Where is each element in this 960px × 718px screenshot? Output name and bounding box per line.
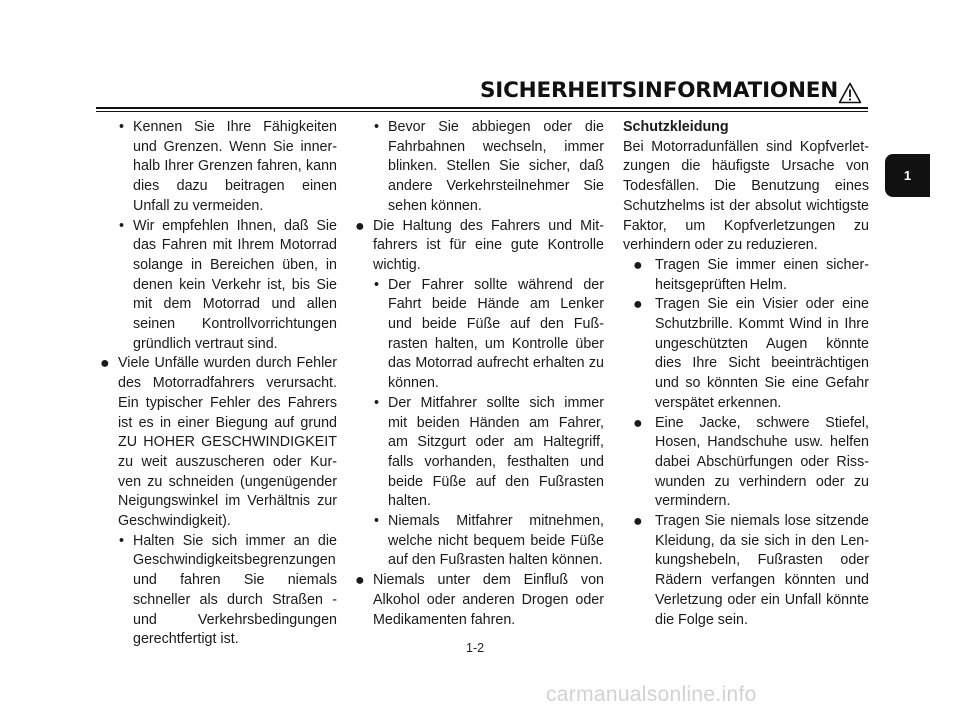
item-text: Die Haltung des Fahrers und Mitfahrers ist für eine gute Kontrolle wichtig. bbox=[373, 217, 604, 273]
bullet-dot: • bbox=[119, 119, 125, 135]
item-text: Der Mitfahrer sollte sich immer mit beiden Händen am Fahrer, am Sitzgurt oder am Haltegriff, falls vorhanden, festhalten und beide Füße auf den Fußrasten halten. bbox=[388, 394, 604, 510]
chapter-tab[interactable] bbox=[885, 154, 930, 197]
bullet-dot: • bbox=[374, 119, 380, 135]
bullet-item bbox=[623, 512, 869, 630]
item-text: Niemals Mitfahrer mitnehmen, welche nicht bequem beide Füße auf den Fußrasten halten können. bbox=[388, 513, 604, 569]
sub-bullet-item bbox=[355, 276, 604, 394]
page-number: 1-2 bbox=[466, 641, 485, 655]
header-rule bbox=[96, 107, 868, 109]
item-text: Kennen Sie Ihre Fähigkeiten und Grenzen. Wenn Sie innerhalb Ihrer Grenzen fahren, kann dies dazu beitragen einen Unfall zu vermeiden. bbox=[133, 119, 337, 214]
sub-bullet-item bbox=[100, 532, 337, 650]
item-text: Tragen Sie immer einen sicherheitsgeprüften Helm. bbox=[655, 256, 869, 293]
item-text: Wir empfehlen Ihnen, daß Sie das Fahren mit Ihrem Motorrad solange in Bereichen üben, in denen kein Verkehr ist, bis Sie mit dem Motorrad und allen seinen Kontrollvorrichtungen gründlich vertraut sind. bbox=[133, 217, 337, 352]
bullet-item bbox=[100, 354, 337, 531]
bullet-item bbox=[355, 571, 604, 630]
item-text: Halten Sie sich immer an die Geschwindigkeitsbegrenzungen und fahren Sie niemals schneller als durch Straßen - und Verkehrsbedingungen gerechtfertigt ist. bbox=[133, 532, 337, 648]
bullet-item bbox=[355, 217, 604, 276]
header-rule-thin bbox=[96, 111, 868, 112]
bullet-disc: ● bbox=[355, 217, 365, 235]
chapter-tab-label: 1 bbox=[903, 168, 912, 183]
sub-bullet-item bbox=[355, 512, 604, 571]
bullet-item bbox=[623, 295, 869, 413]
section-title: SICHERHEITSINFORMATIONEN bbox=[480, 78, 839, 103]
item-text: Niemals unter dem Einfluß von Alkohol oder anderen Drogen oder Medikamenten fahren. bbox=[373, 572, 604, 628]
sub-bullet-item bbox=[100, 217, 337, 355]
bullet-dot: • bbox=[119, 217, 125, 234]
column-3 bbox=[623, 118, 869, 630]
watermark: carmanualsonline.info bbox=[546, 683, 757, 706]
bullet-dot: • bbox=[374, 276, 380, 293]
bullet-item bbox=[623, 256, 869, 295]
item-text: Tragen Sie ein Visier oder eine Schutzbrille. Kommt Wind in Ihre ungeschützten Augen könnte dies Ihre Sicht beeinträchtigen und so könnten Sie eine Gefahr verspätet erkennen. bbox=[655, 296, 869, 411]
bullet-disc: ● bbox=[100, 355, 110, 373]
item-text: Viele Unfälle wurden durch Fehler des Motorradfahrers verursacht. Ein typischer Fehler des Fahrers ist es in einer Biegung auf grund ZU HOHER GESCHWINDIGKEIT zu weit auszuscheren oder Kurven zu schneiden (ungenügender Neigungswinkel im Verhältnis zur Geschwindigkeit). bbox=[118, 355, 337, 530]
item-text: Tragen Sie niemals lose sitzende Kleidung, da sie sich in den Lenkungshebeln, Fußrasten oder Rädern verfangen könnten und Verletzung oder ein Unfall könnte die Folge sein. bbox=[655, 513, 869, 628]
warning-triangle-icon bbox=[838, 82, 862, 104]
item-text: Bevor Sie abbiegen oder die Fahrbahnen wechseln, immer blinken. Stellen Sie sicher, daß andere Verkehrsteilnehmer Sie sehen können. bbox=[388, 119, 604, 214]
bullet-item bbox=[623, 414, 869, 513]
bullet-disc: ● bbox=[355, 572, 365, 590]
bullet-dot: • bbox=[374, 394, 380, 411]
bullet-disc: ● bbox=[633, 513, 643, 531]
bullet-disc: ● bbox=[633, 256, 643, 274]
bullet-disc: ● bbox=[633, 414, 643, 432]
bullet-dot: • bbox=[119, 532, 125, 549]
section-heading: Schutzkleidung bbox=[623, 119, 729, 135]
bullet-disc: ● bbox=[633, 296, 643, 314]
intro-paragraph: Bei Motorradunfällen sind Kopfverletzungen die häufigste Ursache von Todesfällen. Die Benutzung eines Schutzhelms ist der absolut wichtigste Faktor, um Kopfverletzungen zu verhindern oder zu reduzieren. bbox=[623, 138, 869, 254]
sub-bullet-item bbox=[355, 118, 604, 217]
column-1 bbox=[100, 118, 337, 650]
column-2 bbox=[355, 118, 604, 630]
sub-bullet-item bbox=[355, 394, 604, 512]
item-text: Der Fahrer sollte während der Fahrt beide Hände am Lenker und beide Füße auf den Fußrasten halten, um Kontrolle über das Motorrad aufrecht erhalten zu können. bbox=[388, 276, 604, 392]
sub-bullet-item bbox=[100, 118, 337, 217]
bullet-dot: • bbox=[374, 513, 380, 530]
item-text: Eine Jacke, schwere Stiefel, Hosen, Handschuhe usw. helfen dabei Abschürfungen oder Risswunden zu verhindern oder zu vermindern. bbox=[655, 414, 869, 510]
